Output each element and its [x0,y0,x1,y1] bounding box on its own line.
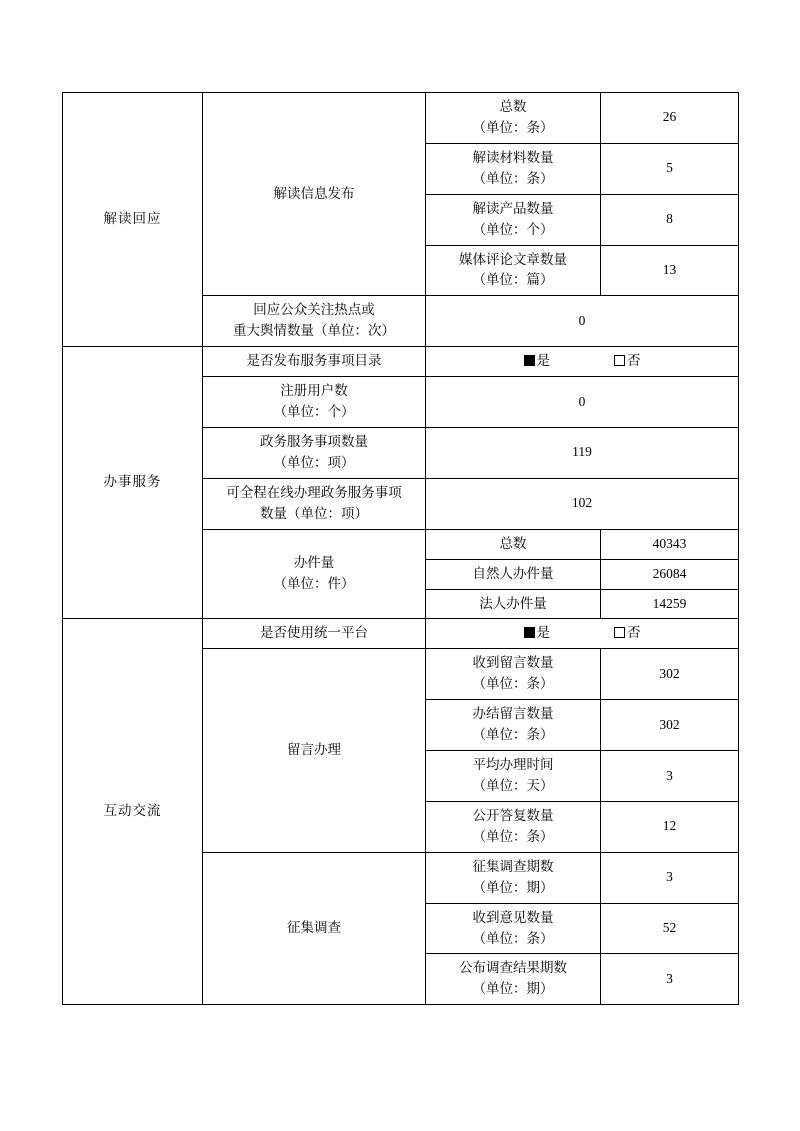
item-cell: 自然人办件量 [426,559,601,589]
value-cell: 119 [426,427,739,478]
item-line-1: 注册用户数 [280,383,348,399]
value-cell: 52 [601,903,739,954]
value-cell: 302 [601,649,739,700]
group-label-cell [203,529,426,619]
item-cell [426,245,601,296]
choice-no[interactable] [614,351,641,372]
table-row [63,93,739,144]
value-cell: 102 [426,478,739,529]
item-cell [426,801,601,852]
value-cell: 3 [601,852,739,903]
item-line-2: 重大舆情数量（单位：次） [233,323,395,339]
item-line-2: 数量（单位：项） [260,505,368,521]
checkbox-empty-icon[interactable] [614,627,625,638]
item-line-2: （单位：条） [472,930,554,946]
category-cell: 互动交流 [63,619,203,1005]
table-row [63,347,739,377]
item-line-2: （单位：条） [472,119,554,135]
value-cell: 0 [426,377,739,428]
group-label-cell: 解读信息发布 [203,93,426,296]
table-row [63,619,739,649]
group-label-line-2: （单位：件） [273,576,355,592]
checkbox-checked-icon[interactable] [524,627,535,638]
item-cell: 是否发布服务事项目录 [203,347,426,377]
group-label-line-1: 办件量 [293,555,335,571]
value-cell: 3 [601,954,739,1005]
value-cell: 8 [601,194,739,245]
checkbox-checked-icon[interactable] [524,355,535,366]
item-line-2: （单位：个） [472,221,554,237]
value-cell: 13 [601,245,739,296]
item-line-2: （单位：条） [472,828,554,844]
item-cell [203,377,426,428]
choice-no-label: 否 [627,625,641,641]
item-cell [426,194,601,245]
item-line-1: 公布调查结果期数 [459,960,567,976]
choice-no-label: 否 [627,353,641,369]
item-line-1: 办结留言数量 [472,706,554,722]
value-cell: 302 [601,700,739,751]
item-line-1: 政务服务事项数量 [260,433,368,449]
choice-cell [426,619,739,649]
item-line-1: 公开答复数量 [472,807,554,823]
item-line-1: 收到留言数量 [472,655,554,671]
item-cell: 是否使用统一平台 [203,619,426,649]
group-label-cell: 留言办理 [203,649,426,852]
item-cell [426,700,601,751]
item-line-2: （单位：条） [472,170,554,186]
item-line-1: 回应公众关注热点或 [253,302,375,318]
item-line-1: 总数 [499,99,527,114]
value-cell: 3 [601,751,739,802]
item-cell [203,427,426,478]
item-line-1: 解读产品数量 [472,200,554,216]
item-line-1: 媒体评论文章数量 [459,251,567,267]
value-cell: 26084 [601,559,739,589]
category-cell: 办事服务 [63,347,203,619]
item-cell: 总数 [426,529,601,559]
group-label-cell: 征集调查 [203,852,426,1005]
item-line-1: 可全程在线办理政务服务事项 [226,484,402,500]
item-line-2: （单位：篇） [472,272,554,288]
choice-no[interactable] [614,623,641,644]
value-cell: 40343 [601,529,739,559]
choice-cell [426,347,739,377]
item-cell [426,143,601,194]
item-cell [426,903,601,954]
value-cell: 5 [601,143,739,194]
item-line-2: （单位：个） [273,404,355,420]
choice-yes-label: 是 [536,353,550,369]
item-line-1: 收到意见数量 [472,909,554,925]
choice-yes-label: 是 [536,625,550,641]
item-cell [426,852,601,903]
item-line-2: （单位：条） [472,727,554,743]
item-cell [203,296,426,347]
item-line-2: （单位：期） [472,879,554,895]
item-line-1: 平均办理时间 [472,757,554,773]
item-line-1: 解读材料数量 [472,149,554,165]
item-cell: 法人办件量 [426,589,601,619]
choice-yes[interactable] [524,623,551,644]
choice-yes[interactable] [524,351,551,372]
item-cell [426,649,601,700]
item-line-2: （单位：项） [273,454,355,470]
item-line-2: （单位：天） [472,777,554,793]
category-cell: 解读回应 [63,93,203,347]
item-line-2: （单位：条） [472,676,554,692]
item-line-2: （单位：期） [472,981,554,997]
item-cell [426,751,601,802]
checkbox-empty-icon[interactable] [614,355,625,366]
value-cell: 0 [426,296,739,347]
item-cell [426,93,601,144]
value-cell: 14259 [601,589,739,619]
item-cell [426,954,601,1005]
value-cell: 12 [601,801,739,852]
item-line-1: 征集调查期数 [472,858,554,874]
value-cell: 26 [601,93,739,144]
item-cell [203,478,426,529]
statistics-table [62,92,739,1005]
